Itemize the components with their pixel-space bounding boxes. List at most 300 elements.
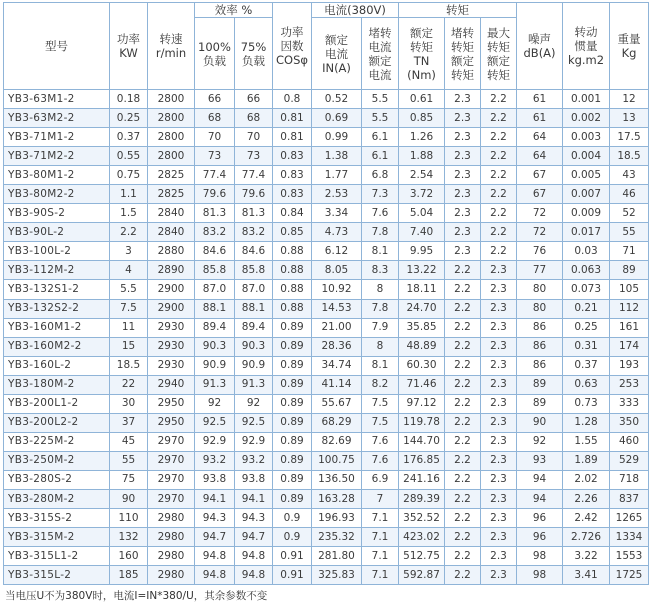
table-cell: 1553	[610, 547, 649, 566]
table-row	[4, 318, 649, 337]
table-cell: 2.42	[563, 509, 610, 528]
table-cell: 88.1	[195, 299, 235, 318]
table-cell: 18.5	[610, 147, 649, 166]
table-row	[4, 280, 649, 299]
table-cell: 333	[610, 394, 649, 413]
table-cell: 0.69	[312, 109, 362, 128]
table-cell: 1.88	[399, 147, 445, 166]
table-row	[4, 470, 649, 489]
table-cell: 66	[235, 90, 273, 109]
table-cell: 83.2	[195, 223, 235, 242]
table-cell: 718	[610, 470, 649, 489]
model-cell: YB3-100L-2	[4, 242, 110, 261]
table-cell: 2.3	[481, 337, 517, 356]
table-cell: 2.3	[481, 318, 517, 337]
table-cell: 88.1	[235, 299, 273, 318]
table-cell: 30	[110, 394, 148, 413]
header-model: 型号	[4, 3, 110, 90]
table-cell: 2.3	[445, 90, 481, 109]
table-cell: 0.81	[273, 128, 312, 147]
table-cell: 0.03	[563, 242, 610, 261]
table-cell: 55	[110, 451, 148, 470]
table-row	[4, 413, 649, 432]
table-row	[4, 109, 649, 128]
table-row	[4, 261, 649, 280]
header-max-torque-ratio: 最大 转矩 额定 转矩	[481, 18, 517, 90]
table-cell: 68	[195, 109, 235, 128]
table-cell: 2.54	[399, 166, 445, 185]
table-cell: 8.05	[312, 261, 362, 280]
table-cell: 325.83	[312, 566, 362, 585]
table-cell: 2.26	[563, 489, 610, 508]
table-cell: 0.88	[273, 242, 312, 261]
table-cell: 2.53	[312, 185, 362, 204]
table-cell: 2.02	[563, 470, 610, 489]
table-cell: 3.41	[563, 566, 610, 585]
table-cell: 2.2	[445, 528, 481, 547]
table-cell: 0.84	[273, 204, 312, 223]
table-row	[4, 204, 649, 223]
table-cell: 2.3	[481, 509, 517, 528]
table-cell: 2.2	[445, 261, 481, 280]
table-cell: 7.1	[362, 566, 399, 585]
table-cell: 13.22	[399, 261, 445, 280]
table-cell: 67	[517, 185, 563, 204]
table-cell: 83.2	[235, 223, 273, 242]
table-row	[4, 166, 649, 185]
table-cell: 79.6	[235, 185, 273, 204]
table-cell: 1.28	[563, 413, 610, 432]
model-cell: YB3-63M1-2	[4, 90, 110, 109]
table-cell: 8	[362, 280, 399, 299]
table-cell: 0.003	[563, 128, 610, 147]
table-cell: 2950	[148, 394, 195, 413]
table-cell: 161	[610, 318, 649, 337]
table-cell: 46	[610, 185, 649, 204]
header-efficiency-group: 效率 %	[195, 3, 273, 18]
table-cell: 94.8	[235, 547, 273, 566]
table-row	[4, 489, 649, 508]
table-cell: 92.5	[195, 413, 235, 432]
model-cell: YB3-225M-2	[4, 432, 110, 451]
table-cell: 98	[517, 566, 563, 585]
table-cell: 2.2	[445, 394, 481, 413]
model-cell: YB3-280S-2	[4, 470, 110, 489]
table-cell: 2970	[148, 489, 195, 508]
table-cell: 93	[517, 451, 563, 470]
table-cell: 2.3	[445, 166, 481, 185]
table-row	[4, 299, 649, 318]
table-cell: 87.0	[195, 280, 235, 299]
table-cell: 423.02	[399, 528, 445, 547]
model-cell: YB3-132S2-2	[4, 299, 110, 318]
table-cell: 55	[610, 223, 649, 242]
table-cell: 15	[110, 337, 148, 356]
table-row	[4, 547, 649, 566]
table-cell: 6.1	[362, 147, 399, 166]
table-cell: 92	[517, 432, 563, 451]
table-cell: 7.6	[362, 451, 399, 470]
table-row	[4, 337, 649, 356]
table-cell: 350	[610, 413, 649, 432]
table-cell: 2970	[148, 470, 195, 489]
table-cell: 2.3	[445, 147, 481, 166]
table-cell: 72	[517, 204, 563, 223]
table-cell: 2.3	[481, 451, 517, 470]
model-cell: YB3-80M1-2	[4, 166, 110, 185]
table-cell: 144.70	[399, 432, 445, 451]
model-cell: YB3-80M2-2	[4, 185, 110, 204]
table-cell: 22	[110, 375, 148, 394]
table-cell: 1.55	[563, 432, 610, 451]
table-cell: 2930	[148, 337, 195, 356]
table-row	[4, 223, 649, 242]
table-cell: 132	[110, 528, 148, 547]
table-cell: 76	[517, 242, 563, 261]
table-cell: 89.4	[235, 318, 273, 337]
table-cell: 0.52	[312, 90, 362, 109]
table-cell: 5.5	[362, 90, 399, 109]
table-cell: 2.3	[481, 547, 517, 566]
table-cell: 94.1	[195, 489, 235, 508]
table-cell: 3.72	[399, 185, 445, 204]
table-cell: 2.2	[481, 223, 517, 242]
table-cell: 14.53	[312, 299, 362, 318]
model-cell: YB3-90S-2	[4, 204, 110, 223]
model-cell: YB3-180M-2	[4, 375, 110, 394]
spec-table	[3, 2, 649, 585]
table-cell: 2.2	[481, 242, 517, 261]
table-cell: 11	[110, 318, 148, 337]
table-cell: 2.3	[481, 299, 517, 318]
header-rated-current: 额定 电流 IN(A)	[312, 18, 362, 90]
table-cell: 0.63	[563, 375, 610, 394]
table-cell: 2.3	[481, 356, 517, 375]
table-row	[4, 528, 649, 547]
table-cell: 90.9	[195, 356, 235, 375]
table-cell: 0.18	[110, 90, 148, 109]
header-power: 功率 KW	[110, 3, 148, 90]
table-cell: 7	[362, 489, 399, 508]
table-cell: 35.85	[399, 318, 445, 337]
table-cell: 2890	[148, 261, 195, 280]
table-cell: 7.8	[362, 223, 399, 242]
table-cell: 0.8	[273, 90, 312, 109]
table-cell: 2.2	[481, 185, 517, 204]
table-cell: 79.6	[195, 185, 235, 204]
table-cell: 1.26	[399, 128, 445, 147]
table-cell: 21.00	[312, 318, 362, 337]
table-cell: 86	[517, 356, 563, 375]
table-cell: 85.8	[195, 261, 235, 280]
table-cell: 5.5	[362, 109, 399, 128]
table-cell: 0.31	[563, 337, 610, 356]
table-cell: 1.5	[110, 204, 148, 223]
table-cell: 2950	[148, 413, 195, 432]
header-power-factor: 功率 因数 COSφ	[273, 3, 312, 90]
table-cell: 160	[110, 547, 148, 566]
table-cell: 90	[110, 489, 148, 508]
table-cell: 92.5	[235, 413, 273, 432]
table-cell: 176.85	[399, 451, 445, 470]
table-cell: 17.5	[610, 128, 649, 147]
table-cell: 0.89	[273, 318, 312, 337]
table-cell: 70	[195, 128, 235, 147]
table-cell: 2980	[148, 547, 195, 566]
table-cell: 110	[110, 509, 148, 528]
table-cell: 93.2	[195, 451, 235, 470]
table-cell: 1.38	[312, 147, 362, 166]
table-cell: 80	[517, 280, 563, 299]
table-cell: 7.6	[362, 204, 399, 223]
header-locked-current-ratio: 堵转 电流 额定 电流	[362, 18, 399, 90]
header-speed: 转速 r/min	[148, 3, 195, 90]
table-cell: 0.37	[110, 128, 148, 147]
table-cell: 28.36	[312, 337, 362, 356]
table-cell: 2.2	[445, 280, 481, 299]
table-cell: 7.5	[110, 299, 148, 318]
table-cell: 0.21	[563, 299, 610, 318]
table-cell: 6.12	[312, 242, 362, 261]
table-cell: 2.3	[481, 375, 517, 394]
table-cell: 7.8	[362, 299, 399, 318]
table-cell: 0.007	[563, 185, 610, 204]
table-cell: 0.89	[273, 394, 312, 413]
table-cell: 512.75	[399, 547, 445, 566]
table-cell: 2.2	[445, 489, 481, 508]
table-cell: 2970	[148, 432, 195, 451]
table-cell: 7.3	[362, 185, 399, 204]
table-cell: 0.89	[273, 375, 312, 394]
table-cell: 89	[517, 375, 563, 394]
table-cell: 1.89	[563, 451, 610, 470]
table-cell: 253	[610, 375, 649, 394]
table-cell: 89.4	[195, 318, 235, 337]
header-eff-100: 100% 负载	[195, 18, 235, 90]
header-torque-group: 转矩	[399, 3, 517, 18]
table-cell: 24.70	[399, 299, 445, 318]
header-current-group: 电流(380V)	[312, 3, 399, 18]
table-cell: 2825	[148, 166, 195, 185]
table-cell: 89	[517, 394, 563, 413]
table-cell: 0.73	[563, 394, 610, 413]
table-cell: 94.7	[195, 528, 235, 547]
model-cell: YB3-315S-2	[4, 509, 110, 528]
table-row	[4, 451, 649, 470]
table-cell: 2.2	[481, 90, 517, 109]
table-cell: 163.28	[312, 489, 362, 508]
table-cell: 289.39	[399, 489, 445, 508]
table-cell: 81.3	[235, 204, 273, 223]
table-cell: 9.95	[399, 242, 445, 261]
header-rated-torque: 额定 转矩 TN (Nm)	[399, 18, 445, 90]
table-cell: 2.2	[445, 337, 481, 356]
table-cell: 2840	[148, 223, 195, 242]
table-cell: 0.99	[312, 128, 362, 147]
table-cell: 0.81	[273, 109, 312, 128]
table-cell: 119.78	[399, 413, 445, 432]
table-cell: 2.2	[481, 166, 517, 185]
table-cell: 93.8	[235, 470, 273, 489]
table-cell: 73	[235, 147, 273, 166]
table-cell: 0.25	[563, 318, 610, 337]
table-cell: 0.009	[563, 204, 610, 223]
table-cell: 0.88	[273, 280, 312, 299]
table-cell: 43	[610, 166, 649, 185]
table-cell: 235.32	[312, 528, 362, 547]
model-cell: YB3-160L-2	[4, 356, 110, 375]
table-cell: 0.83	[273, 147, 312, 166]
table-cell: 94.3	[235, 509, 273, 528]
table-cell: 0.85	[399, 109, 445, 128]
model-cell: YB3-112M-2	[4, 261, 110, 280]
table-cell: 460	[610, 432, 649, 451]
model-cell: YB3-63M2-2	[4, 109, 110, 128]
table-cell: 92	[235, 394, 273, 413]
model-cell: YB3-315L1-2	[4, 547, 110, 566]
table-cell: 67	[517, 166, 563, 185]
table-cell: 92	[195, 394, 235, 413]
table-cell: 1.1	[110, 185, 148, 204]
table-cell: 2.3	[445, 128, 481, 147]
table-cell: 48.89	[399, 337, 445, 356]
table-cell: 2970	[148, 451, 195, 470]
table-cell: 185	[110, 566, 148, 585]
table-row	[4, 147, 649, 166]
table-cell: 94	[517, 489, 563, 508]
table-cell: 94.1	[235, 489, 273, 508]
motor-spec-sheet	[3, 2, 648, 603]
table-row	[4, 509, 649, 528]
table-row	[4, 394, 649, 413]
table-cell: 87.0	[235, 280, 273, 299]
table-cell: 7.5	[362, 394, 399, 413]
table-row	[4, 185, 649, 204]
table-cell: 241.16	[399, 470, 445, 489]
table-cell: 4	[110, 261, 148, 280]
table-cell: 2.2	[445, 547, 481, 566]
table-cell: 2.3	[445, 223, 481, 242]
table-cell: 2.2	[445, 566, 481, 585]
table-cell: 0.37	[563, 356, 610, 375]
table-cell: 92.9	[195, 432, 235, 451]
table-row	[4, 128, 649, 147]
table-cell: 2.2	[481, 147, 517, 166]
table-cell: 196.93	[312, 509, 362, 528]
table-cell: 2840	[148, 204, 195, 223]
table-cell: 98	[517, 547, 563, 566]
table-cell: 91.3	[195, 375, 235, 394]
table-cell: 71.46	[399, 375, 445, 394]
table-cell: 0.004	[563, 147, 610, 166]
table-cell: 7.5	[362, 413, 399, 432]
table-cell: 45	[110, 432, 148, 451]
table-cell: 77	[517, 261, 563, 280]
table-cell: 0.89	[273, 356, 312, 375]
table-cell: 2.2	[481, 128, 517, 147]
table-cell: 0.001	[563, 90, 610, 109]
table-cell: 3.22	[563, 547, 610, 566]
table-cell: 90.3	[235, 337, 273, 356]
header-eff-75: 75% 负载	[235, 18, 273, 90]
model-cell: YB3-200L1-2	[4, 394, 110, 413]
table-row	[4, 566, 649, 585]
table-cell: 64	[517, 147, 563, 166]
table-cell: 2.2	[481, 204, 517, 223]
table-cell: 70	[235, 128, 273, 147]
table-cell: 2.2	[445, 375, 481, 394]
table-row	[4, 90, 649, 109]
table-cell: 90.9	[235, 356, 273, 375]
table-cell: 77.4	[195, 166, 235, 185]
table-cell: 6.1	[362, 128, 399, 147]
table-cell: 2930	[148, 318, 195, 337]
table-cell: 0.017	[563, 223, 610, 242]
table-cell: 2.2	[110, 223, 148, 242]
table-cell: 1265	[610, 509, 649, 528]
model-cell: YB3-160M2-2	[4, 337, 110, 356]
footnote: 当电压U不为380V时，电流I=IN*380/U，其余参数不变	[5, 590, 268, 603]
table-cell: 2.2	[481, 109, 517, 128]
table-cell: 2.3	[445, 242, 481, 261]
table-cell: 73	[195, 147, 235, 166]
table-cell: 2880	[148, 242, 195, 261]
table-cell: 90	[517, 413, 563, 432]
table-cell: 2800	[148, 90, 195, 109]
table-cell: 2980	[148, 566, 195, 585]
table-cell: 94.7	[235, 528, 273, 547]
model-cell: YB3-90L-2	[4, 223, 110, 242]
model-cell: YB3-160M1-2	[4, 318, 110, 337]
table-cell: 0.85	[273, 223, 312, 242]
table-cell: 86	[517, 318, 563, 337]
table-cell: 8	[362, 337, 399, 356]
table-cell: 96	[517, 509, 563, 528]
table-cell: 2.726	[563, 528, 610, 547]
table-cell: 8.2	[362, 375, 399, 394]
table-cell: 85.8	[235, 261, 273, 280]
table-cell: 10.92	[312, 280, 362, 299]
table-cell: 1334	[610, 528, 649, 547]
table-cell: 41.14	[312, 375, 362, 394]
table-cell: 0.89	[273, 337, 312, 356]
table-cell: 0.073	[563, 280, 610, 299]
table-row	[4, 375, 649, 394]
table-cell: 60.30	[399, 356, 445, 375]
table-cell: 0.89	[273, 470, 312, 489]
table-cell: 0.91	[273, 566, 312, 585]
table-cell: 0.55	[110, 147, 148, 166]
table-row	[4, 356, 649, 375]
table-cell: 0.9	[273, 528, 312, 547]
table-cell: 1725	[610, 566, 649, 585]
table-cell: 7.40	[399, 223, 445, 242]
header-locked-torque-ratio: 堵转 转矩 额定 转矩	[445, 18, 481, 90]
table-cell: 2.3	[481, 566, 517, 585]
table-cell: 2.3	[445, 109, 481, 128]
table-cell: 66	[195, 90, 235, 109]
table-cell: 18.5	[110, 356, 148, 375]
table-cell: 2.2	[445, 509, 481, 528]
header-inertia: 转动 惯量 kg.m2	[563, 3, 610, 90]
table-cell: 61	[517, 109, 563, 128]
table-cell: 93.2	[235, 451, 273, 470]
table-cell: 281.80	[312, 547, 362, 566]
table-cell: 13	[610, 109, 649, 128]
table-row	[4, 432, 649, 451]
table-cell: 2.3	[445, 204, 481, 223]
table-cell: 94.8	[195, 547, 235, 566]
